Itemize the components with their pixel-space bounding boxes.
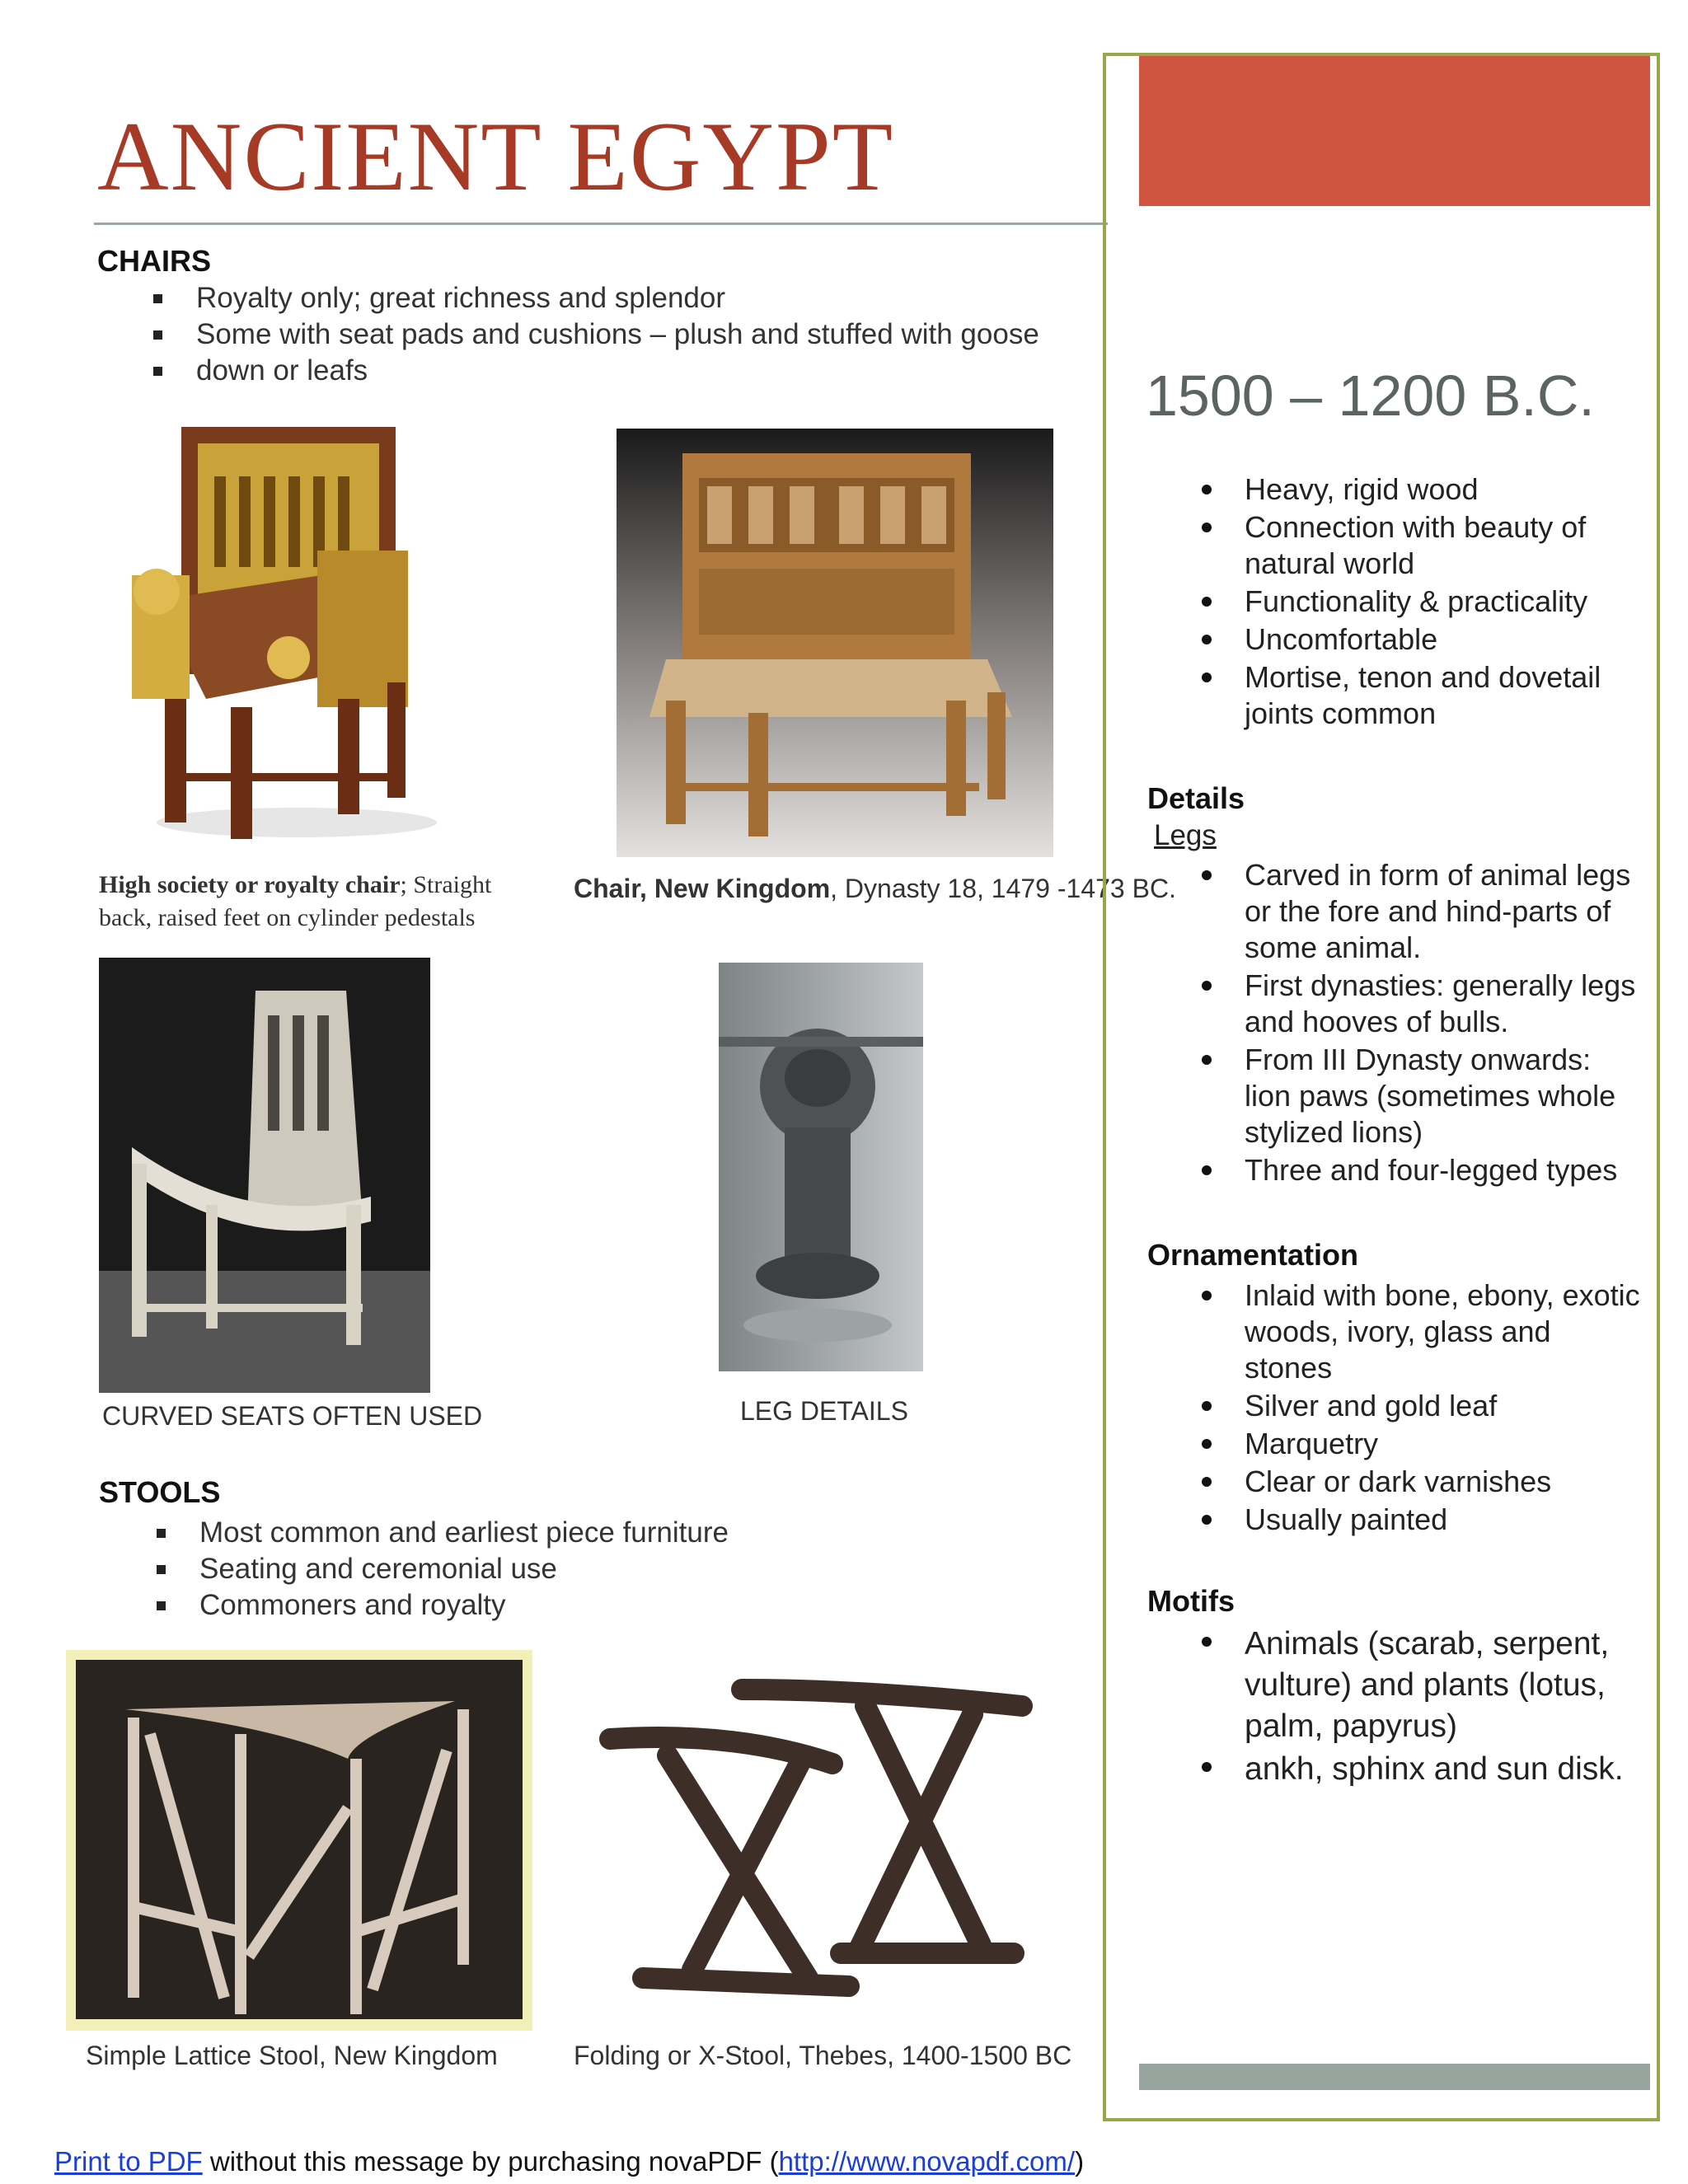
list-item-continuation: down or leafs [196,354,368,381]
royal-chair-photo [132,410,453,855]
list-item: Carved in form of animal legs or the fore and hind-parts of some animal. [1147,857,1642,966]
legs-subheading: Legs [1154,819,1217,851]
list-item: Heavy, rigid wood [1147,471,1642,508]
lattice-stool-caption: Simple Lattice Stool, New Kingdom [86,2041,498,2070]
list-item: Most common and earliest piece furniture [99,1515,729,1551]
caption-text: ; Straight back, raised feet on cylinder pedestals [99,871,492,931]
features-list [1147,471,1642,733]
list-item: Connection with beauty of natural world [1147,509,1642,582]
x-stool-caption: Folding or X-Stool, Thebes, 1400-1500 BC [574,2041,1072,2070]
sidebar-accent-block [1139,56,1650,206]
list-item: Functionality & practicality [1147,583,1642,620]
caption-text: , Dynasty 18, 1479 -1473 BC. [830,874,1176,903]
list-item: Royalty only; great richness and splendor [96,280,1085,316]
chairs-bullet-list [96,280,1085,381]
list-item: Three and four-legged types [1147,1152,1642,1188]
list-item: Uncomfortable [1147,621,1642,658]
novapdf-footer [54,2146,1084,2177]
list-item: Marquetry [1147,1426,1642,1462]
curved-seat-chair-photo [99,958,430,1393]
x-stool-photo [593,1673,1039,2019]
new-kingdom-chair-photo [617,429,1053,857]
stools-bullet-list [99,1515,729,1624]
details-heading: Details [1147,781,1245,815]
list-item: Animals (scarab, serpent, vulture) and plants (lotus, palm, papyrus) [1147,1624,1642,1747]
legs-list [1147,857,1642,1190]
page-title: ANCIENT EGYPT [97,101,895,211]
novapdf-url-link[interactable]: http://www.novapdf.com/ [778,2146,1076,2177]
lattice-stool-photo [66,1650,532,2031]
print-to-pdf-link[interactable]: Print to PDF [54,2146,203,2177]
list-item: From III Dynasty onwards: lion paws (sometimes whole stylized lions) [1147,1042,1642,1151]
caption-title: Chair, New Kingdom [574,874,831,903]
list-item: Some with seat pads and cushions – plush and stuffed with goose [96,316,1085,353]
sidebar-footer-bar [1139,2064,1650,2090]
list-item: Commoners and royalty [99,1587,729,1624]
title-divider [94,223,1108,225]
motifs-heading: Motifs [1147,1584,1235,1618]
leg-detail-photo [719,963,923,1371]
list-item: Seating and ceremonial use [99,1551,729,1587]
list-item: Mortise, tenon and dovetail joints common [1147,659,1642,732]
ornamentation-heading: Ornamentation [1147,1238,1359,1272]
list-item: Usually painted [1147,1502,1642,1538]
new-kingdom-chair-caption [574,874,1176,904]
royal-chair-caption [99,869,528,935]
list-item: Silver and gold leaf [1147,1388,1642,1424]
leg-detail-caption: LEG DETAILS [740,1396,908,1426]
list-item [96,353,1085,381]
curved-seat-caption: CURVED SEATS OFTEN USED [102,1401,483,1431]
stools-heading: STOOLS [99,1475,221,1509]
footer-text: without this message by purchasing novaPDF ( [202,2146,779,2177]
footer-text-end: ) [1075,2146,1085,2177]
list-item: Clear or dark varnishes [1147,1464,1642,1500]
list-item: First dynasties: generally legs and hooves of bulls. [1147,968,1642,1040]
motifs-list [1147,1624,1642,1792]
period-heading: 1500 – 1200 B.C. [1146,363,1595,428]
list-item: ankh, sphinx and sun disk. [1147,1749,1642,1790]
list-item: Inlaid with bone, ebony, exotic woods, ivory, glass and stones [1147,1277,1642,1386]
caption-title: High society or royalty chair [99,871,401,898]
ornamentation-list [1147,1277,1642,1540]
chairs-heading: CHAIRS [97,244,212,278]
